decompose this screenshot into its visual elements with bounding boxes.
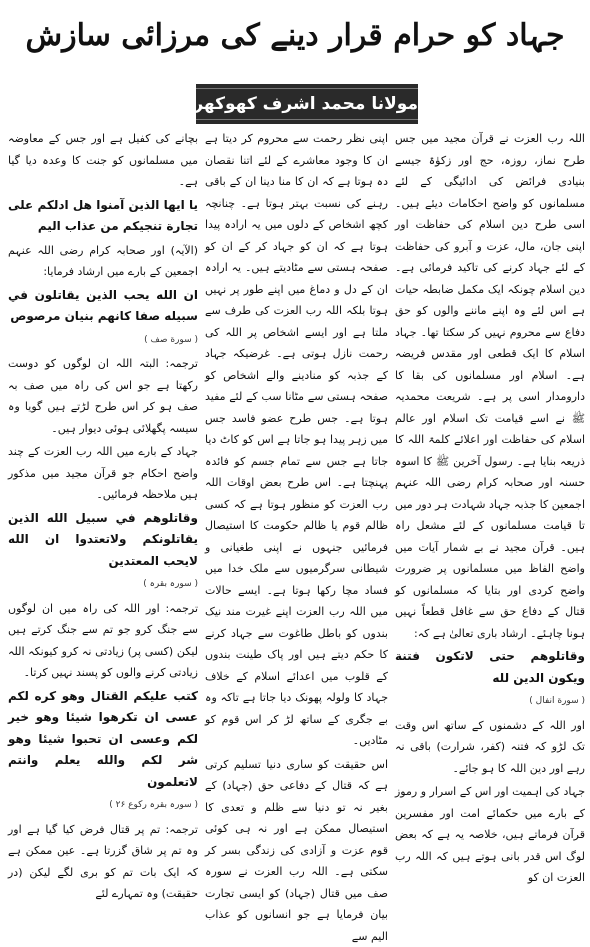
author-byline: مولانا محمد اشرف کھوکھر: [196, 84, 418, 124]
quran-verse: يا ايها الذين آمنوا هل ادلكم على تجارة تنجيكم من عذاب اليم: [8, 195, 198, 238]
paragraph: اللہ رب العزت نے قرآن مجید میں جس طرح نماز، روزہ، حج اور زکوٰۃ جیسے بنیادی فرائض کی ادائیگی کے لئے مسلمانوں کو واضح احکامات دیئے ہیں۔ اسی طرح دین اسلام کی حفاظت اور اپنی جان، مال، عزت و آبرو کی حفاظت کے لئے جہاد کرنے کی تاکید فرمائی ہے۔ دین اسلام چونکہ ایک مکمل ضابطہ حیات ہے اس لئے وہ اپنے ماننے والوں کو حق دفاع سے محروم نہیں کر سکتا تھا۔ جہاد اسلام کا ایک قطعی اور مقدس فریضہ ہے۔ اسلام اور مسلمانوں کی بقا کا دارومدار اسی پر ہے۔ شریعت محمدیہ ﷺ نے اسے قیامت تک اسلام اور عالم اسلام کی حفاظت اور اعلائے کلمۃ اللہ کا ذریعہ بنایا ہے۔ رسول آخرین ﷺ کا اسوہ حسنہ اور صحابہ کرام رضی اللہ عنہم اجمعین کا جذبہ جہاد شہادت ہر دور میں تا قیامت مسلمانوں کے لئے مشعل راہ ہیں۔ قرآن مجید نے بے شمار آیات میں واضح الفاظ میں مسلمانوں پر ضرورت واضح کردی اور بتایا کہ مسلمانوں کو قتال کے دفاع حق سے غافل قطعاً نہیں ہونا چاہئے۔ ارشاد باری تعالیٰ ہے کہ:: [395, 128, 585, 644]
paragraph: اس حقیقت کو ساری دنیا تسلیم کرتی ہے کہ قتال کے دفاعی حق (جہاد) کے بغیر نہ تو دنیا سے ظلم و تعدی کا استیصال ممکن ہے اور نہ ہی کوئی قوم عزت و آزادی کی زندگی بسر کر سکتی ہے۔ اللہ رب العزت نے سورہ صف میں قتال (جہاد) کو ایسی تجارت بیان فرمایا ہے جو انسانوں کو عذاب الیم سے: [205, 754, 388, 947]
verse-reference: ( سورة صف ): [8, 330, 198, 352]
column-left: [8, 128, 198, 796]
paragraph: جہاد کے بارے میں اللہ رب العزت کے چند واضح احکام جو قرآن مجید میں مذکور ہیں ملاحظہ فرمائیں۔: [8, 441, 198, 506]
translation: ترجمہ: البتہ اللہ ان لوگوں کو دوست رکھتا ہے جو اس کی راہ میں صف بہ صف ہو کر اس طرح لڑتے ہیں گویا وہ سیسہ پگھلائی ہوئی دیوار ہیں۔: [8, 353, 198, 439]
paragraph: جہاد کی اہمیت اور اس کے اسرار و رموز کے بارے میں حکمائے امت اور مفسرین قرآن فرماتے ہیں، خلاصہ یہ ہے کہ بعض لوگ اس قدر بانی ہوتے ہیں کہ اللہ رب العزت ان کو: [395, 781, 585, 889]
paragraph: اپنی نظر رحمت سے محروم کر دیتا ہے ان کا وجود معاشرے کے لئے اتنا نقصان دہ ہوتا ہے کہ ان کا منا دینا ان کے باقی رہنے کی نسبت بہتر ہوتا ہے۔ چنانچہ کچھ اشخاص کے دلوں میں یہ ارادہ پیدا ہوتا ہے کہ ان کو جہاد کر کے ان کو صفحہ ہستی سے مٹادیتے ہیں۔ یہ ارادہ ان کے دل و دماغ میں اپنے طور پر نہیں ہوتا بلکہ اللہ رب العزت کی طرف سے ملتا ہے اور ایسے اشخاص پر اللہ کی رحمت نازل ہوتی ہے۔ غرضیکہ جہاد کے جذبہ کو منادینے والے اشخاص کو صفحہ ہستی سے مٹانا سب کے لئے مفید ہوتا ہے۔ جس طرح عضو فاسد جس میں زہر پیدا ہو جاتا ہے اس کو کاٹ دیا جاتا ہے جس سے تمام جسم کو فائدہ پہنچتا ہے۔ اس طرح بعض اوقات اللہ رب العزت کو منظور ہوتا ہے کہ کسی ظالم قوم یا ظالم حکومت کا استیصال فرمائیں جنہوں نے اپنی طغیانی و شیطانی سرگرمیوں سے ملک خدا میں فساد مچا رکھا ہوتا ہے۔ ایسے حالات میں اللہ رب العزت اپنے غیرت مند نیک بندوں کو باطل طاغوت سے جہاد کرنے کا حکم دیتے ہیں اور پاک طینت بندوں کے قلوب میں اعدائے اسلام کے خلاف جہاد کا ولولہ پھونک دیا جاتا ہے تاکہ وہ بے جگری کے ساتھ لڑ کر اس قوم کو مٹادیں۔: [205, 128, 388, 752]
translation: اور اللہ کے دشمنوں کے ساتھ اس وقت تک لڑو کہ فتنہ (کفر، شرارت) باقی نہ رہے اور دین اللہ کا ہو جائے۔: [395, 715, 585, 780]
column-middle: [205, 128, 388, 796]
verse-reference: ( سورہ بقرہ ): [8, 574, 198, 596]
article-title: جہاد کو حرام قرار دینے کی مرزائی سازش: [0, 18, 590, 53]
quran-verse: وقاتلوهم في سبيل الله الذين يقاتلونكم ولاتعتدوا ان الله لايحب المعتدين: [8, 508, 198, 573]
translation: ترجمہ: تم پر قتال فرض کیا گیا ہے اور وہ تم پر شاق گزرتا ہے۔ عین ممکن ہے کہ ایک بات تم کو بری لگے لیکن (در حقیقت) وہ تمہارے لئے: [8, 819, 198, 905]
column-right: [395, 128, 585, 796]
quran-verse: كتب عليكم القتال وهو كره لكم عسى ان تكرهوا شيئا وهو خير لكم وعسى ان تحبوا شيئا وهو شر لكم والله يعلم وانتم لاتعلمون: [8, 686, 198, 794]
verse-reference: ( سورہ بقرہ رکوع ۲۶ ): [8, 795, 198, 817]
verse-reference: ( سورة انفال ): [395, 691, 585, 713]
translation: ترجمہ: اور اللہ کی راہ میں ان لوگوں سے جنگ کرو جو تم سے جنگ کرتے ہیں لیکن (کسی پر) زیادتی نہ کرو کیونکہ اللہ زیادتی کرنے والوں کو پسند نہیں کرتا۔: [8, 598, 198, 684]
paragraph: (الآیہ) اور صحابہ کرام رضی اللہ عنہم اجمعین کے بارے میں ارشاد فرمایا:: [8, 240, 198, 283]
paragraph: بچانے کی کفیل ہے اور جس کے معاوضہ میں مسلمانوں کو جنت کا وعدہ دیا گیا ہے۔: [8, 128, 198, 193]
quran-verse: ان الله يحب الذين يقاتلون في سبيله صفا كانهم بنيان مرصوص: [8, 285, 198, 328]
quran-verse: وقاتلوهم حتى لاتكون فتنة ويكون الدين لله: [395, 646, 585, 689]
